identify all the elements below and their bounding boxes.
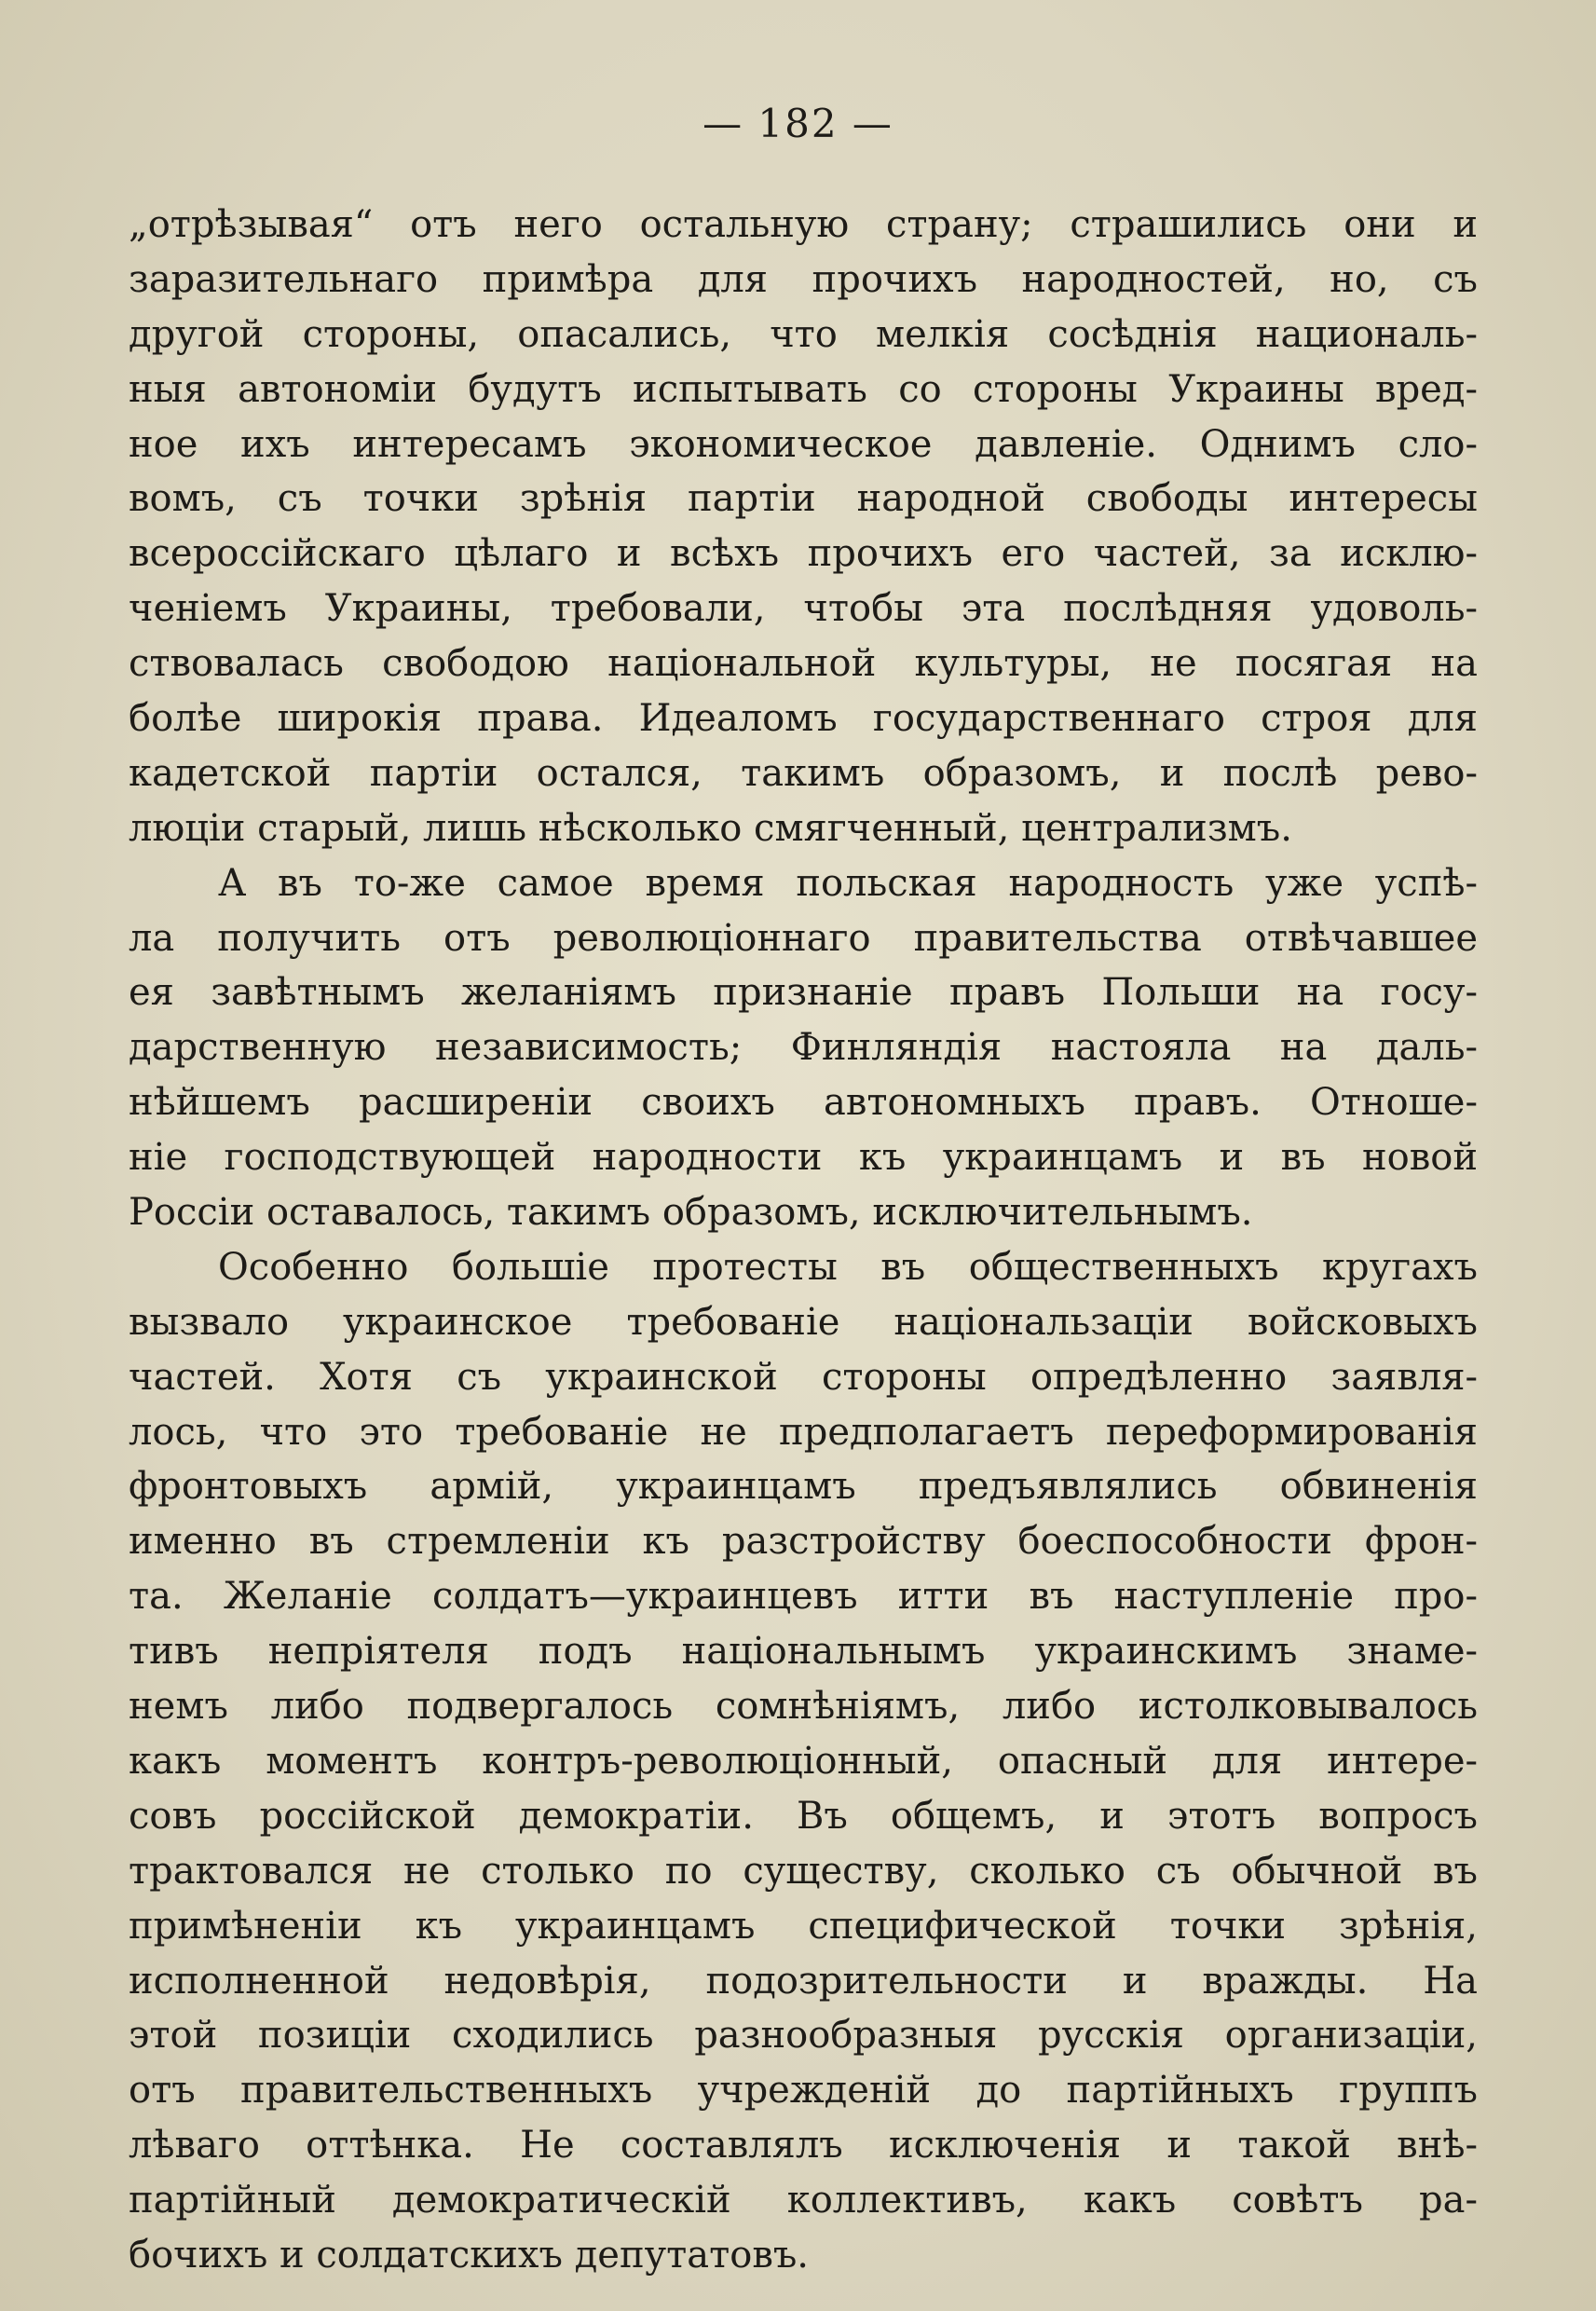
text-line: какъ моментъ контръ-революціонный, опасный для интере-	[129, 1739, 1478, 1783]
text-line: люціи старый, лишь нѣсколько смягченный, централизмъ.	[129, 806, 1292, 850]
text-line: Особенно большіе протесты въ общественныхъ кругахъ	[218, 1245, 1478, 1289]
paragraph	[129, 1240, 1478, 2283]
text-line: немъ либо подвергалось сомнѣніямъ, либо истолковывалось	[129, 1685, 1478, 1729]
text-line: А въ то-же самое время польская народность уже успѣ-	[218, 861, 1478, 905]
text-line: фронтовыхъ армій, украинцамъ предъявлялись обвиненія	[129, 1465, 1478, 1509]
text-line: тивъ непріятеля подъ національнымъ украинскимъ знаме-	[129, 1630, 1478, 1674]
paragraph	[129, 198, 1478, 856]
text-line: ея завѣтнымъ желаніямъ признаніе правъ Польши на госу-	[129, 971, 1478, 1015]
text-line: вомъ, съ точки зрѣнія партіи народной свободы интересы	[129, 477, 1478, 521]
text-line: ла получить отъ революціоннаго правительства отвѣчавшее	[129, 916, 1478, 960]
text-line: партійный демократическій коллективъ, какъ совѣтъ ра-	[129, 2179, 1478, 2222]
text-line: ныя автономіи будутъ испытывать со стороны Украины вред-	[129, 367, 1478, 411]
text-line: совъ россійской демократіи. Въ общемъ, и этотъ вопросъ	[129, 1794, 1478, 1838]
text-line: „отрѣзывая“ отъ него остальную страну; страшились они и	[129, 203, 1478, 246]
text-line: частей. Хотя съ украинской стороны опредѣленно заявля-	[129, 1355, 1478, 1399]
text-line: всероссійскаго цѣлаго и всѣхъ прочихъ его частей, за исклю-	[129, 532, 1478, 576]
text-line: исполненной недовѣрія, подозрительности и вражды. На	[129, 1959, 1478, 2003]
text-line: лѣваго оттѣнка. Не составлялъ исключенія и такой внѣ-	[129, 2124, 1478, 2167]
text-line: болѣе широкія права. Идеаломъ государственнаго строя для	[129, 697, 1478, 741]
text-line: вызвало украинское требованіе національзаціи войсковыхъ	[129, 1300, 1478, 1344]
text-line: трактовался не столько по существу, сколько съ обычной въ	[129, 1849, 1478, 1893]
text-line: отъ правительственныхъ учрежденій до партійныхъ группъ	[129, 2069, 1478, 2113]
text-line: лось, что это требованіе не предполагаетъ переформированія	[129, 1410, 1478, 1454]
text-line: та. Желаніе солдатъ—украинцевъ итти въ наступленіе про-	[129, 1575, 1478, 1619]
text-line: этой позиціи сходились разнообразныя русскія организаціи,	[129, 2014, 1478, 2058]
text-line: дарственную независимость; Финляндія настояла на даль-	[129, 1026, 1478, 1070]
text-line: ніе господствующей народности къ украинцамъ и въ новой	[129, 1136, 1478, 1180]
paragraph	[129, 856, 1478, 1240]
text-line: ченіемъ Украины, требовали, чтобы эта послѣдняя удоволь-	[129, 587, 1478, 631]
text-line: заразительнаго примѣра для прочихъ народностей, но, съ	[129, 257, 1478, 301]
text-line: кадетской партіи остался, такимъ образомъ, и послѣ рево-	[129, 751, 1478, 795]
text-line: примѣненіи къ украинцамъ специфической точки зрѣнія,	[129, 1904, 1478, 1948]
text-line: бочихъ и солдатскихъ депутатовъ.	[129, 2233, 810, 2277]
text-line: ное ихъ интересамъ экономическое давленіе. Однимъ сло-	[129, 422, 1478, 466]
page-number: — 182 —	[703, 101, 893, 146]
text-line: ствовалась свободою національной культуры, не посягая на	[129, 642, 1478, 686]
text-line: нѣйшемъ расширеніи своихъ автономныхъ правъ. Отноше-	[129, 1081, 1478, 1125]
text-line: именно въ стремленіи къ разстройству боеспособности фрон-	[129, 1520, 1478, 1564]
text-line: другой стороны, опасались, что мелкія сосѣднія националь-	[129, 312, 1478, 356]
body-text	[129, 198, 1478, 2283]
text-line: Россіи оставалось, такимъ образомъ, исключительнымъ.	[129, 1191, 1253, 1235]
